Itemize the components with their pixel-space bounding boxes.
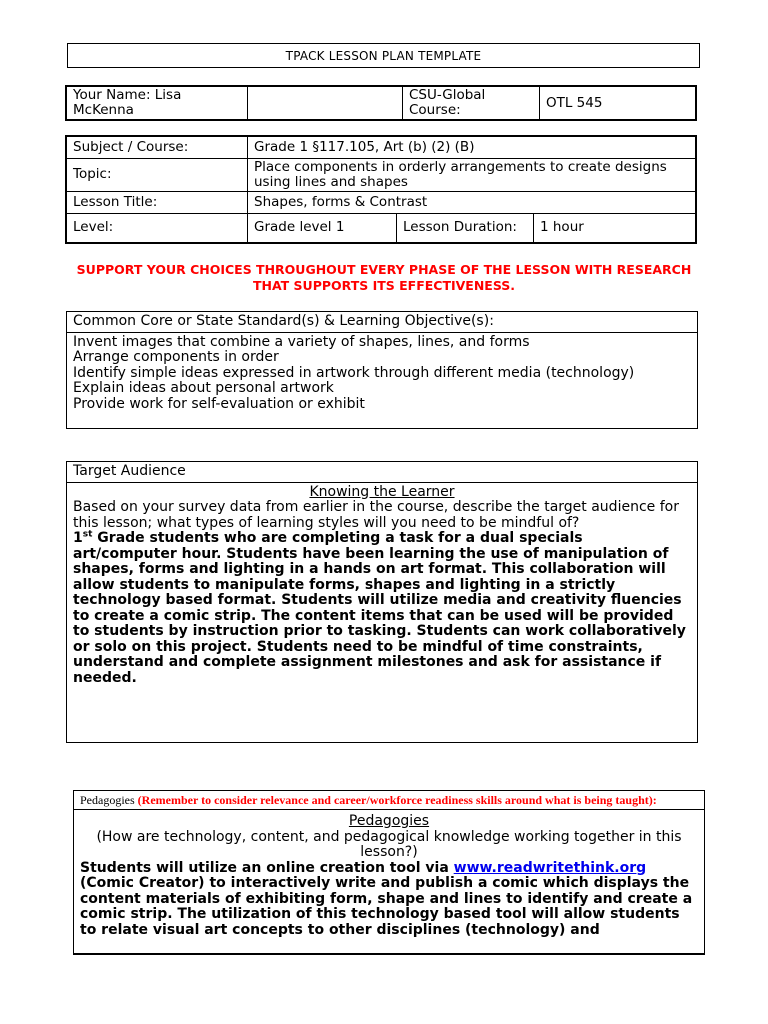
standards-header: Common Core or State Standard(s) & Learning Objective(s): [67, 312, 697, 333]
pedagogies-section [73, 790, 705, 955]
standard-item: Explain ideas about personal artwork [73, 380, 334, 396]
pedagogies-text-after: (Comic Creator) to interactively write and publish a comic which displays the content materials of exhibiting form, shape and lines to identify and create a comic strip. The utilization of this technology based tool will allow students to relate visual art concepts to other disciplines (technology) and [80, 875, 693, 938]
standard-item: Arrange components in order [73, 349, 279, 365]
standard-item: Identify simple ideas expressed in artwork through different media (technology) [73, 364, 635, 381]
readwritethink-link[interactable]: www.readwritethink.org [453, 859, 647, 876]
answer-number: 1 [73, 530, 83, 546]
audience-body [67, 483, 697, 689]
subject-value[interactable]: Grade 1 §117.105, Art (b) (2) (B) [248, 136, 697, 158]
pedagogies-text-before: Students will utilize an online creation tool via [80, 859, 454, 876]
answer-text: Grade students who are completing a task for a dual specials art/computer hour. Students have been learning the use of manipulation of shapes, forms and lighting in a hands on art format. This collaboration will allow students to manipulate forms, shapes and lighting in a strictly technology based format. Students will utilize media and creativity fluencies to create a comic strip. The content items that can be used will be provided to students by instruction prior to tasking. Students can work collaboratively or solo on this project. Students need to be mindful of time constraints, understand and complete assignment milestones and ask for assistance if needed. [73, 530, 686, 686]
name-label: Your Name: Lisa McKenna [66, 86, 248, 120]
topic-label: Topic: [66, 158, 248, 191]
subject-row [66, 136, 696, 158]
audience-prompt: Based on your survey data from earlier in the course, describe the target audience for this lesson; what types of learning styles will you need to be mindful of? [73, 499, 679, 531]
info-table [65, 85, 697, 121]
topic-value[interactable]: Place components in orderly arrangements to create designs using lines and shapes [248, 158, 697, 191]
lesson-table [65, 135, 697, 244]
answer-ordinal: st [82, 529, 93, 540]
pedagogies-text[interactable] [80, 861, 698, 939]
standards-list [67, 333, 697, 415]
audience-heading: Knowing the Learner [309, 483, 455, 500]
level-row [66, 213, 696, 243]
research-notice: SUPPORT YOUR CHOICES THROUGHOUT EVERY PHASE OF THE LESSON WITH RESEARCH THAT SUPPORTS ITS EFFECTIVENESS. [76, 262, 692, 293]
lesson-title-label: Lesson Title: [66, 191, 248, 213]
info-row [66, 86, 696, 120]
topic-row [66, 158, 696, 191]
audience-section [66, 461, 698, 743]
course-label: CSU-Global Course: [403, 86, 540, 120]
template-title [67, 43, 700, 68]
name-value[interactable] [248, 86, 403, 120]
pedagogies-header [74, 791, 704, 810]
standards-section [66, 311, 698, 429]
pedagogies-subheading: (How are technology, content, and pedagogical knowledge working together in this lesson?) [96, 828, 682, 860]
standard-item: Invent images that combine a variety of shapes, lines, and forms [73, 333, 530, 350]
standard-item: Provide work for self-evaluation or exhibit [73, 395, 365, 412]
audience-header: Target Audience [67, 462, 697, 483]
pedagogies-body [74, 810, 704, 940]
pedagogies-note: (Remember to consider relevance and career/workforce readiness skills around what is being taught): [137, 793, 657, 807]
pedagogies-heading: Pedagogies [348, 813, 430, 829]
duration-label: Lesson Duration: [397, 213, 534, 243]
level-label: Level: [66, 213, 248, 243]
course-value[interactable]: OTL 545 [540, 86, 697, 120]
duration-value[interactable]: 1 hour [534, 213, 697, 243]
lesson-title-value[interactable]: Shapes, forms & Contrast [248, 191, 697, 213]
pedagogies-label: Pedagogies [80, 793, 135, 807]
template-title-text: TPACK LESSON PLAN TEMPLATE [285, 48, 482, 63]
level-value[interactable]: Grade level 1 [248, 213, 397, 243]
audience-answer[interactable] [73, 531, 691, 686]
lesson-title-row [66, 191, 696, 213]
subject-label: Subject / Course: [66, 136, 248, 158]
